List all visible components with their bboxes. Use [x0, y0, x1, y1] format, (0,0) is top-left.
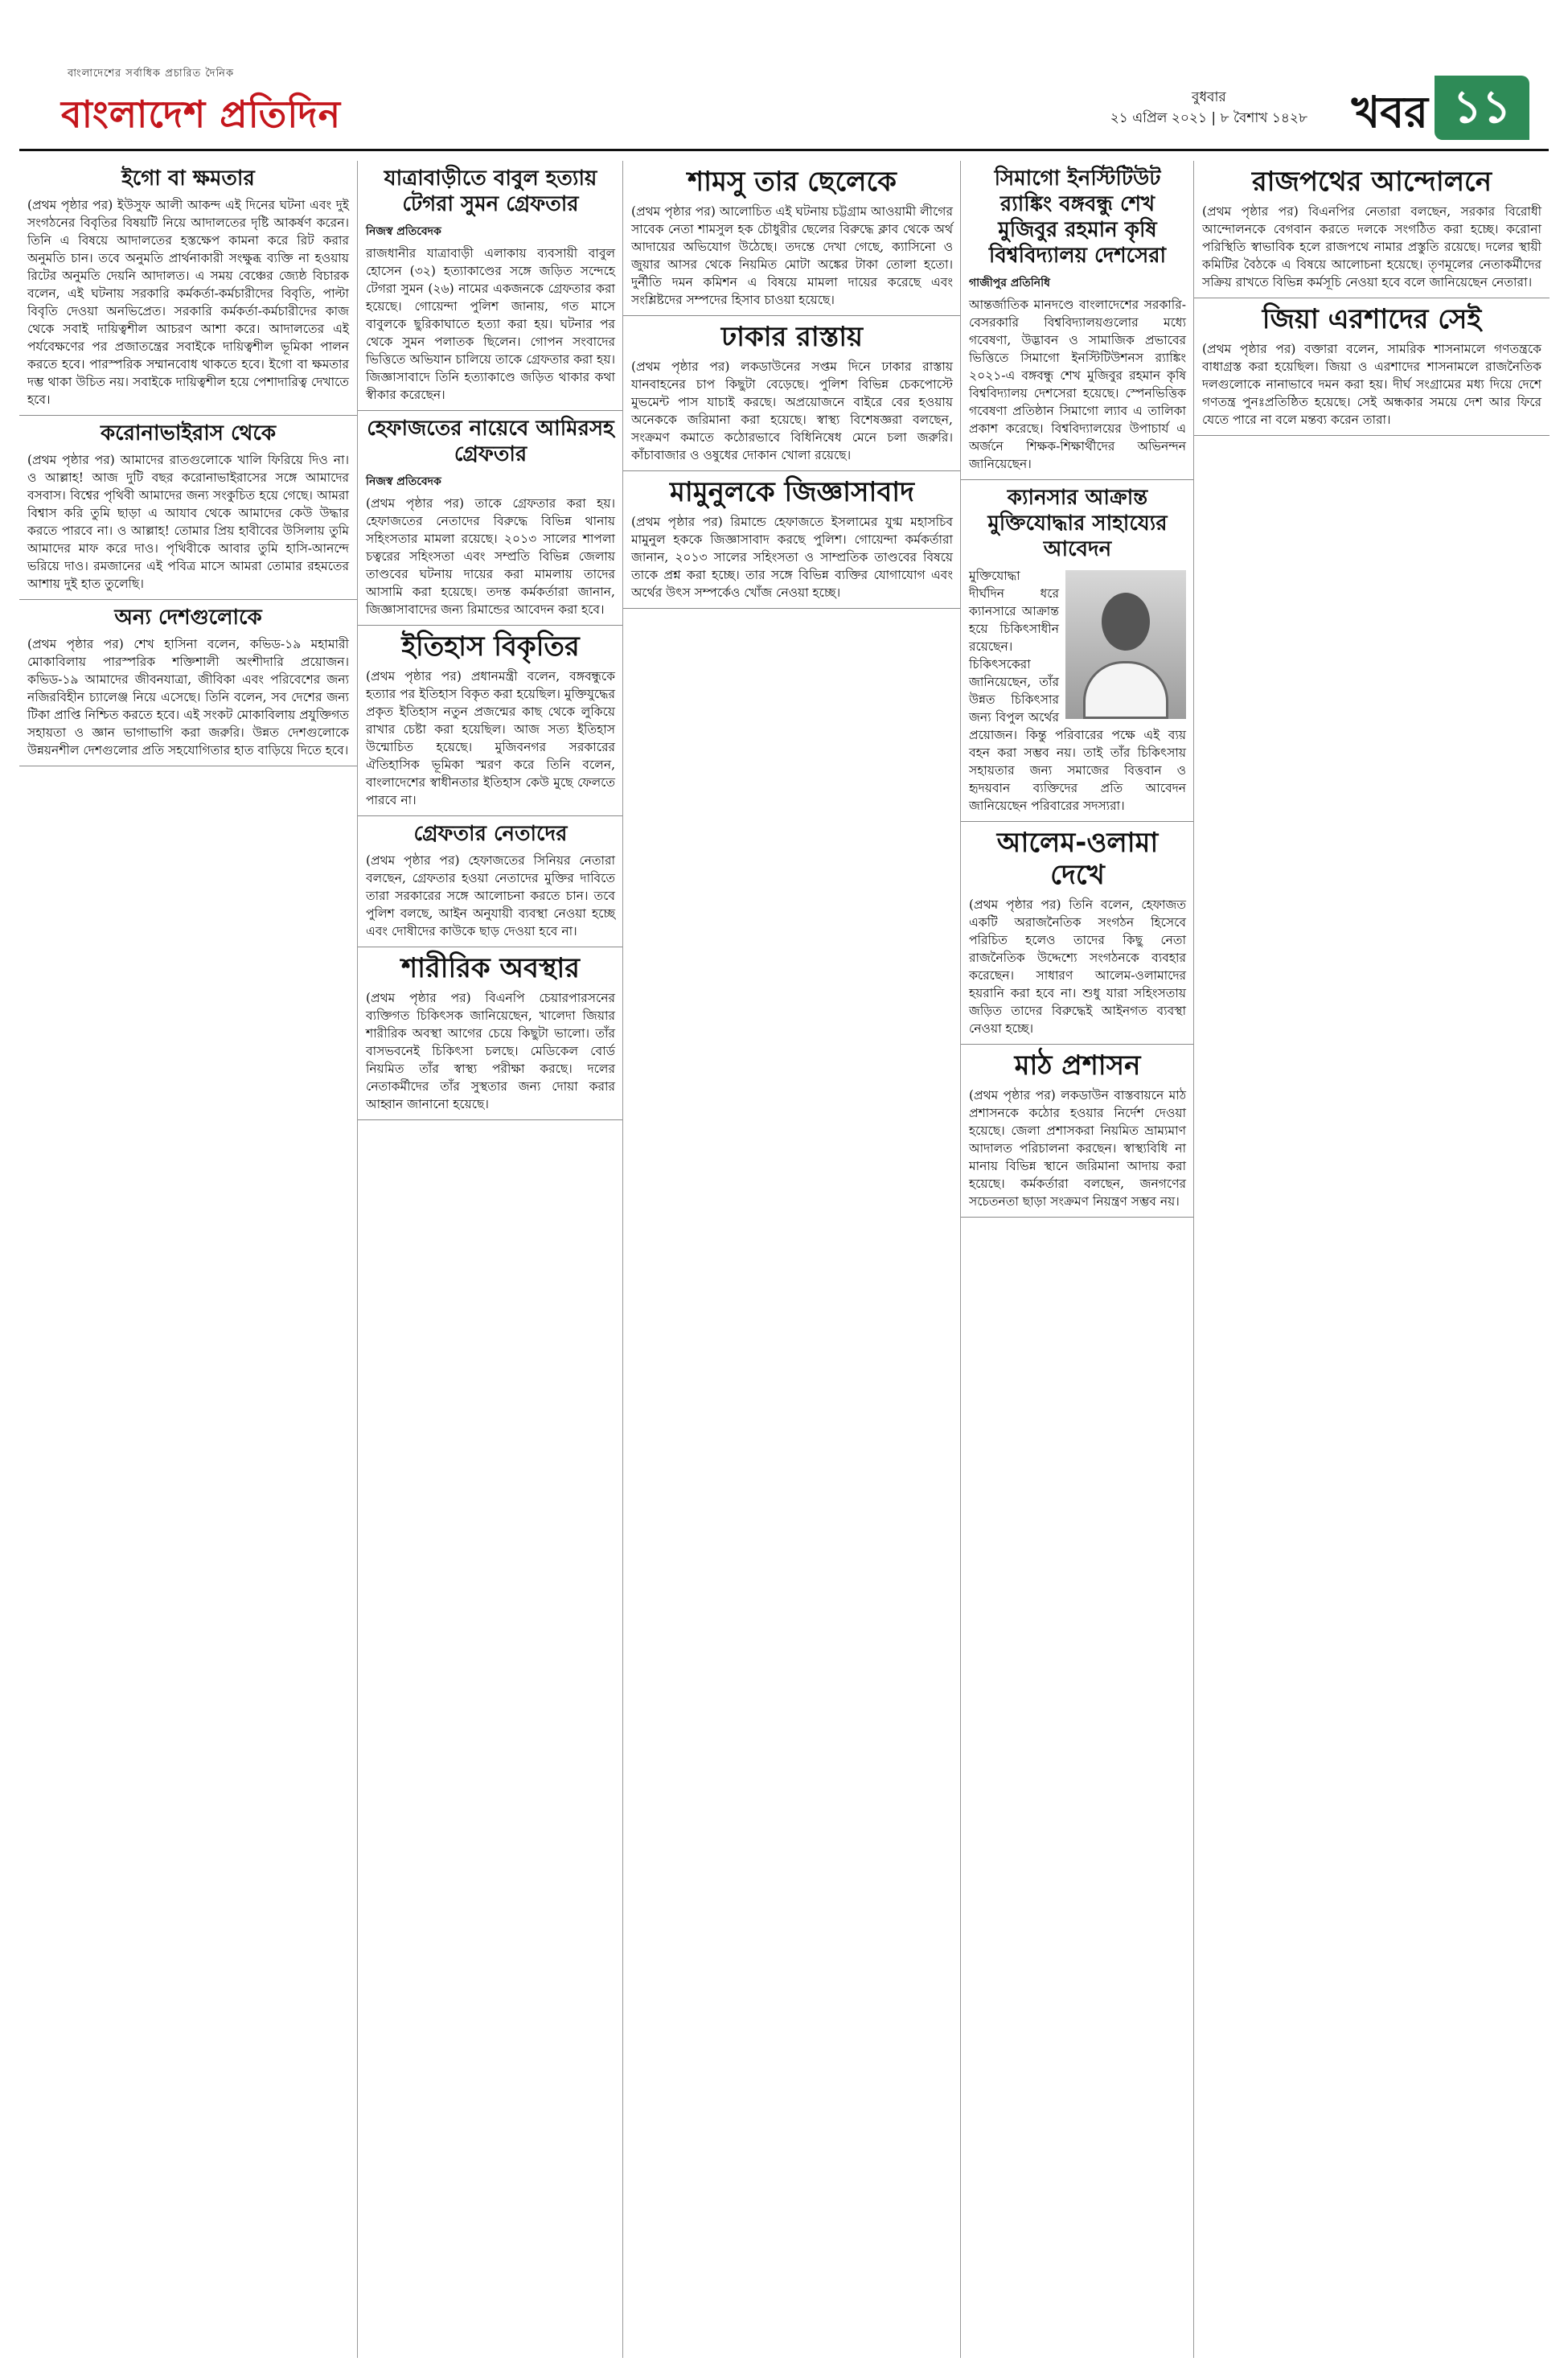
story-body: (প্রথম পৃষ্ঠার পর) রিমান্ডে হেফাজতে ইসলামের যুগ্ম মহাসচিব মামুনুল হককে জিজ্ঞাসাবাদ করছে পুলিশ। গোয়েন্দা কর্মকর্তারা জানান, ২০১৩ সালের সহিংসতা ও সাম্প্রতিক তাণ্ডবের বিষয়ে তাকে প্রশ্ন করা হচ্ছে। তার সঙ্গে বিভিন্ন ব্যক্তির যোগাযোগ এবং অর্থের উৎস সম্পর্কেও খোঁজ নেওয়া হচ্ছে।	[631, 515, 953, 600]
weekday: বুধবার	[1192, 89, 1226, 105]
story-headline[interactable]: মাঠ প্রশাসন	[1014, 1049, 1141, 1082]
story-body: (প্রথম পৃষ্ঠার পর) ইউসুফ আলী আকন্দ এই দিনের ঘটনা এবং দুই সংগঠনের বিবৃতির বিষয়টি নিয়ে আদালতের দৃষ্টি আকর্ষণ করেন। তিনি এ বিষয়ে আদালতের হস্তক্ষেপ কামনা করে রিট করার অনুমতি চান। তবে অনুমতি প্রার্থনাকারী সংক্ষুব্ধ ব্যক্তি না হওয়ায় রিটের অনুমতি দেয়নি আদালত। এ সময় বেঞ্চের জ্যেষ্ঠ বিচারক বলেন, এই ঘটনায় সরকারি কর্মকর্তা-কর্মচারীদের বিবৃতি, পাল্টা বিবৃতি দেওয়া অনভিপ্রেত। সরকারি কর্মকর্তা-কর্মচারীদের কাজ থেকে সবাই দায়িত্বশীল আচরণ আশা করে। আদালতের এই পর্যবেক্ষণের পর প্রজাতন্ত্রের সবাইকে দায়িত্বশীল ভূমিকা পালন করতে হবে। পারস্পরিক সম্মানবোধ থাকতে হবে। ইগো বা ক্ষমতার দম্ভ থাকা উচিত নয়। সবাইকে দায়িত্বশীল হয়ে পেশাদারিত্ব দেখাতে হবে।	[27, 198, 349, 407]
story-body: (প্রথম পৃষ্ঠার পর) শেখ হাসিনা বলেন, কভিড-১৯ মহামারী মোকাবিলায় পারস্পরিক শক্তিশালী অংশীদারি প্রয়োজন। কভিড-১৯ আমাদের জীবনযাত্রা, জীবিকা এবং পরিবেশের জন্য নজিরবিহীন চ্যালেঞ্জ নিয়ে এসেছে। তিনি বলেন, সব দেশের জন্য টিকা প্রাপ্তি নিশ্চিত করতে হবে। এই সংকট মোকাবিলায় প্রযুক্তিগত সহায়তা ও জ্ঞান ভাগাভাগি করা জরুরি। উন্নত দেশগুলোকে উন্নয়নশীল দেশগুলোর প্রতি সহযোগিতার হাত বাড়িয়ে দিতে হবে।	[27, 637, 349, 758]
story-body: (প্রথম পৃষ্ঠার পর) তিনি বলেন, হেফাজত একটি অরাজনৈতিক সংগঠন হিসেবে পরিচিত হলেও তাদের কিছু নেতা রাজনৈতিক উদ্দেশ্যে সংগঠনকে ব্যবহার করেছেন। সাধারণ আলেম-ওলামাদের হয়রানি করা হবে না। শুধু যারা সহিংসতায় জড়িত তাদের বিরুদ্ধেই আইনগত ব্যবস্থা নেওয়া হচ্ছে।	[969, 897, 1186, 1036]
column-5	[1193, 161, 1550, 2358]
story-body: (প্রথম পৃষ্ঠার পর) আমাদের রাতগুলোকে খালি ফিরিয়ে দিও না। ও আল্লাহ! আজ দুটি বছর করোনাভাইরাসের সঙ্গে আমাদের বসবাস। বিশ্বের পৃথিবী আমাদের জন্য সংকুচিত হয়ে গেছে। আমরা বিশ্বাস করি তুমি ছাড়া এ আযাব থেকে আমাদের কেউ উদ্ধার করতে পারবে না। ও আল্লাহ! তোমার প্রিয় হাবীবের উসিলায় তুমি আমাদের মাফ করে দাও। পৃথিবীকে আবার তুমি হাসি-আনন্দে ভরিয়ে দাও। রমজানের এই পবিত্র মাসে আমরা তোমার রহমতের আশায় দুই হাত তুলেছি।	[27, 453, 349, 591]
section-name: খবর	[1351, 87, 1428, 138]
story-body: (প্রথম পৃষ্ঠার পর) লকডাউন বাস্তবায়নে মাঠ প্রশাসনকে কঠোর হওয়ার নির্দেশ দেওয়া হয়েছে। জেলা প্রশাসকরা নিয়মিত ভ্রাম্যমাণ আদালত পরিচালনা করছেন। স্বাস্থ্যবিধি না মানায় বিভিন্ন স্থানে জরিমানা আদায় করা হয়েছে। কর্মকর্তারা বলছেন, জনগণের সচেতনতা ছাড়া সংক্রমণ নিয়ন্ত্রণ সম্ভব নয়।	[969, 1088, 1186, 1209]
news-story[interactable]	[961, 480, 1194, 822]
news-story[interactable]	[358, 626, 623, 816]
story-body: (প্রথম পৃষ্ঠার পর) বিএনপির নেতারা বলছেন, সরকার বিরোধী আন্দোলনকে বেগবান করতে দলকে সংগঠিত করা হচ্ছে। করোনা পরিস্থিতি স্বাভাবিক হলে রাজপথে নামার প্রস্তুতি রয়েছে। দলের স্থায়ী কমিটির বৈঠকে এ বিষয়ে আলোচনা হয়েছে। তৃণমূলের নেতাকর্মীদের সক্রিয় রাখতে বিভিন্ন কর্মসূচি নেওয়া হবে বলে জানিয়েছেন নেতারা।	[1202, 204, 1541, 290]
page-number-badge: ১১	[1435, 76, 1529, 140]
news-story[interactable]	[19, 161, 357, 416]
story-body: (প্রথম পৃষ্ঠার পর) আলোচিত এই ঘটনায় চট্টগ্রাম আওয়ামী লীগের সাবেক নেতা শামসুল হক চৌধুরীর ছেলের বিরুদ্ধে ক্লাব থেকে অর্থ আদায়ের অভিযোগ উঠেছে। তদন্তে দেখা গেছে, ক্যাসিনো ও জুয়ার আসর থেকে নিয়মিত মোটা অঙ্কের টাকা তোলা হতো। দুর্নীতি দমন কমিশন এ বিষয়ে মামলা দায়ের করেছে এবং সংশ্লিষ্টদের সম্পদের হিসাব চাওয়া হয়েছে।	[631, 204, 953, 307]
news-story[interactable]	[1194, 161, 1550, 298]
story-byline: নিজস্ব প্রতিবেদক	[366, 475, 441, 488]
story-body: (প্রথম পৃষ্ঠার পর) তাকে গ্রেফতার করা হয়। হেফাজতের নেতাদের বিরুদ্ধে বিভিন্ন থানায় সহিংসতার মামলা রয়েছে। ২০১৩ সালের শাপলা চত্বরের সহিংসতা এবং সম্প্রতি বিভিন্ন জেলায় তাণ্ডবের ঘটনায় দায়ের করা মামলায় তাদের আসামি করা হয়েছে। তদন্ত কর্মকর্তারা জানান, জিজ্ঞাসাবাদের জন্য রিমান্ডের আবেদন করা হবে।	[366, 496, 615, 617]
story-body: আন্তর্জাতিক মানদণ্ডে বাংলাদেশের সরকারি-বেসরকারি বিশ্ববিদ্যালয়গুলোর মধ্যে গবেষণা, উদ্ভাবন ও সামাজিক প্রভাবের ভিত্তিতে সিমাগো ইনস্টিটিউশনস র‌্যাঙ্কিং ২০২১-এ বঙ্গবন্ধু শেখ মুজিবুর রহমান কৃষি বিশ্ববিদ্যালয় দেশসেরা হয়েছে। স্পেনভিত্তিক গবেষণা প্রতিষ্ঠান সিমাগো ল্যাব এ তালিকা প্রকাশ করেছে। বিশ্ববিদ্যালয়ের উপাচার্য এ অর্জনে শিক্ষক-শিক্ষার্থীদের অভিনন্দন জানিয়েছেন।	[969, 298, 1186, 471]
masthead	[19, 0, 1549, 151]
logo-tagline: বাংলাদেশের সর্বাধিক প্রচারিত দৈনিক	[68, 68, 235, 80]
story-body: মুক্তিযোদ্ধা দীর্ঘদিন ধরে ক্যানসারে আক্রান্ত হয়ে চিকিৎসাধীন রয়েছেন। চিকিৎসকেরা জানিয়েছেন, তাঁর উন্নত চিকিৎসার জন্য বিপুল অর্থের প্রয়োজন। কিন্তু পরিবারের পক্ষে এই ব্যয় বহন করা সম্ভব নয়। তাই তাঁর চিকিৎসায় সহায়তার জন্য সমাজের বিত্তবান ও হৃদয়বান ব্যক্তিদের প্রতি আবেদন জানিয়েছেন পরিবারের সদস্যরা।	[969, 569, 1186, 813]
story-body: (প্রথম পৃষ্ঠার পর) বিএনপি চেয়ারপারসনের ব্যক্তিগত চিকিৎসক জানিয়েছেন, খালেদা জিয়ার শারীরিক অবস্থা আগের চেয়ে কিছুটা ভালো। তাঁর বাসভবনেই চিকিৎসা চলছে। মেডিকেল বোর্ড নিয়মিত তাঁর স্বাস্থ্য পরীক্ষা করছে। দলের নেতাকর্মীদের তাঁর সুস্থতার জন্য দোয়া করার আহ্বান জানানো হয়েছে।	[366, 991, 615, 1111]
story-headline[interactable]: রাজপথের আন্দোলনে	[1251, 166, 1492, 198]
story-headline[interactable]: যাত্রাবাড়ীতে বাবুল হত্যায় টেগরা সুমন গ্রেফতার	[384, 166, 597, 216]
news-story[interactable]	[961, 1045, 1194, 1218]
story-headline[interactable]: মামুনুলকে জিজ্ঞাসাবাদ	[669, 476, 915, 508]
story-headline[interactable]: ঢাকার রাস্তায়	[720, 321, 864, 353]
news-story[interactable]	[623, 471, 961, 609]
news-story[interactable]	[19, 600, 357, 766]
story-headline[interactable]: ইগো বা ক্ষমতার	[121, 166, 255, 191]
story-body: (প্রথম পৃষ্ঠার পর) লকডাউনের সপ্তম দিনে ঢাকার রাস্তায় যানবাহনের চাপ কিছুটা বেড়েছে। পুলিশ বিভিন্ন চেকপোস্টে মুভমেন্ট পাস যাচাই করছে। অপ্রয়োজনে বাইরে বের হওয়ায় অনেককে জরিমানা করা হয়েছে। স্বাস্থ্য বিশেষজ্ঞরা বলছেন, সংক্রমণ কমাতে কঠোরভাবে বিধিনিষেধ মেনে চলা জরুরি। কাঁচাবাজার ও ওষুধের দোকান খোলা রয়েছে।	[631, 359, 953, 462]
column-1	[19, 161, 357, 2358]
story-body: (প্রথম পৃষ্ঠার পর) প্রধানমন্ত্রী বলেন, বঙ্গবন্ধুকে হত্যার পর ইতিহাস বিকৃত করা হয়েছিল। মুক্তিযুদ্ধের প্রকৃত ইতিহাস নতুন প্রজন্মের কাছ থেকে লুকিয়ে রাখার চেষ্টা করা হয়েছিল। আজ সত্য ইতিহাস উন্মোচিত হয়েছে। মুজিবনগর সরকারের ঐতিহাসিক ভূমিকা স্মরণ করে তিনি বলেন, বাংলাদেশের স্বাধীনতার ইতিহাস কেউ মুছে ফেলতে পারবে না।	[366, 669, 615, 807]
newspaper-logo[interactable]	[61, 68, 342, 148]
story-byline: নিজস্ব প্রতিবেদক	[366, 225, 441, 238]
story-body: (প্রথম পৃষ্ঠার পর) বক্তারা বলেন, সামরিক শাসনামলে গণতন্ত্রকে বাধাগ্রস্ত করা হয়েছিল। জিয়া ও এরশাদের শাসনামলে রাজনৈতিক দলগুলোকে নানাভাবে দমন করা হয়। দীর্ঘ সংগ্রামের মধ্য দিয়ে দেশে গণতন্ত্র পুনঃপ্রতিষ্ঠিত হয়েছে। সেই অন্ধকার সময়ে দেশ আর ফিরে যেতে পারে না বলে মন্তব্য করেন তারা।	[1202, 342, 1541, 427]
story-byline: গাজীপুর প্রতিনিধি	[969, 277, 1051, 290]
news-story[interactable]	[961, 822, 1194, 1045]
story-headline[interactable]: করোনাভাইরাস থেকে	[100, 421, 277, 446]
date: ২১ এপ্রিল ২০২১ | ৮ বৈশাখ ১৪২৮	[1110, 110, 1307, 126]
news-story[interactable]	[623, 161, 961, 316]
logo-text: বাংলাদেশ প্রতিদিন	[61, 92, 342, 136]
article-columns	[19, 161, 1549, 2358]
portrait-photo	[1065, 570, 1186, 719]
story-body: (প্রথম পৃষ্ঠার পর) হেফাজতের সিনিয়র নেতারা বলছেন, গ্রেফতার হওয়া নেতাদের মুক্তির দাবিতে তারা সরকারের সঙ্গে আলোচনা করতে চান। তবে পুলিশ বলছে, আইন অনুযায়ী ব্যবস্থা নেওয়া হচ্ছে এবং দোষীদের কাউকে ছাড় দেওয়া হবে না।	[366, 853, 615, 939]
story-headline[interactable]: সিমাগো ইনস্টিটিউট র‌্যাঙ্কিং বঙ্গবন্ধু শেখ মুজিবুর রহমান কৃষি বিশ্ববিদ্যালয় দেশসেরা	[988, 166, 1167, 268]
story-body: রাজধানীর যাত্রাবাড়ী এলাকায় ব্যবসায়ী বাবুল হোসেন (৩২) হত্যাকাণ্ডের সঙ্গে জড়িত সন্দেহে টেগরা সুমন (২৬) নামের একজনকে গ্রেফতার করা হয়েছে। গোয়েন্দা পুলিশ জানায়, গত মাসে বাবুলকে ছুরিকাঘাতে হত্যা করা হয়। ঘটনার পর থেকে সুমন পলাতক ছিলেন। গোপন সংবাদের ভিত্তিতে অভিযান চালিয়ে তাকে গ্রেফতার করা হয়। জিজ্ঞাসাবাদে তিনি হত্যাকাণ্ডে জড়িত থাকার কথা স্বীকার করেছেন।	[366, 246, 615, 402]
news-story[interactable]	[358, 161, 623, 411]
news-story[interactable]	[358, 411, 623, 626]
column-2	[357, 161, 623, 2358]
story-headline[interactable]: শামসু তার ছেলেকে	[688, 166, 897, 198]
news-story[interactable]	[623, 316, 961, 471]
story-headline[interactable]: হেফাজতের নায়েবে আমিরসহ গ্রেফতার	[367, 417, 614, 466]
column-4	[960, 161, 1194, 2358]
story-headline[interactable]: শারীরিক অবস্থার	[401, 952, 580, 984]
story-headline[interactable]: আলেম-ওলামা দেখে	[996, 827, 1159, 891]
column-3	[622, 161, 961, 2358]
story-headline[interactable]: গ্রেফতার নেতাদের	[413, 822, 568, 846]
story-headline[interactable]: ক্যানসার আক্রান্ত মুক্তিযোদ্ধার সাহায্যের আবেদন	[987, 486, 1168, 561]
story-headline[interactable]: ইতিহাস বিকৃতির	[401, 630, 580, 663]
dateline	[1110, 87, 1307, 129]
story-headline[interactable]: অন্য দেশগুলোকে	[114, 606, 262, 630]
news-story[interactable]	[358, 816, 623, 947]
news-story[interactable]	[1194, 298, 1550, 436]
news-story[interactable]	[358, 947, 623, 1120]
story-headline[interactable]: জিয়া এরশাদের সেই	[1262, 303, 1482, 335]
news-story[interactable]	[961, 161, 1194, 480]
news-story[interactable]	[19, 416, 357, 600]
